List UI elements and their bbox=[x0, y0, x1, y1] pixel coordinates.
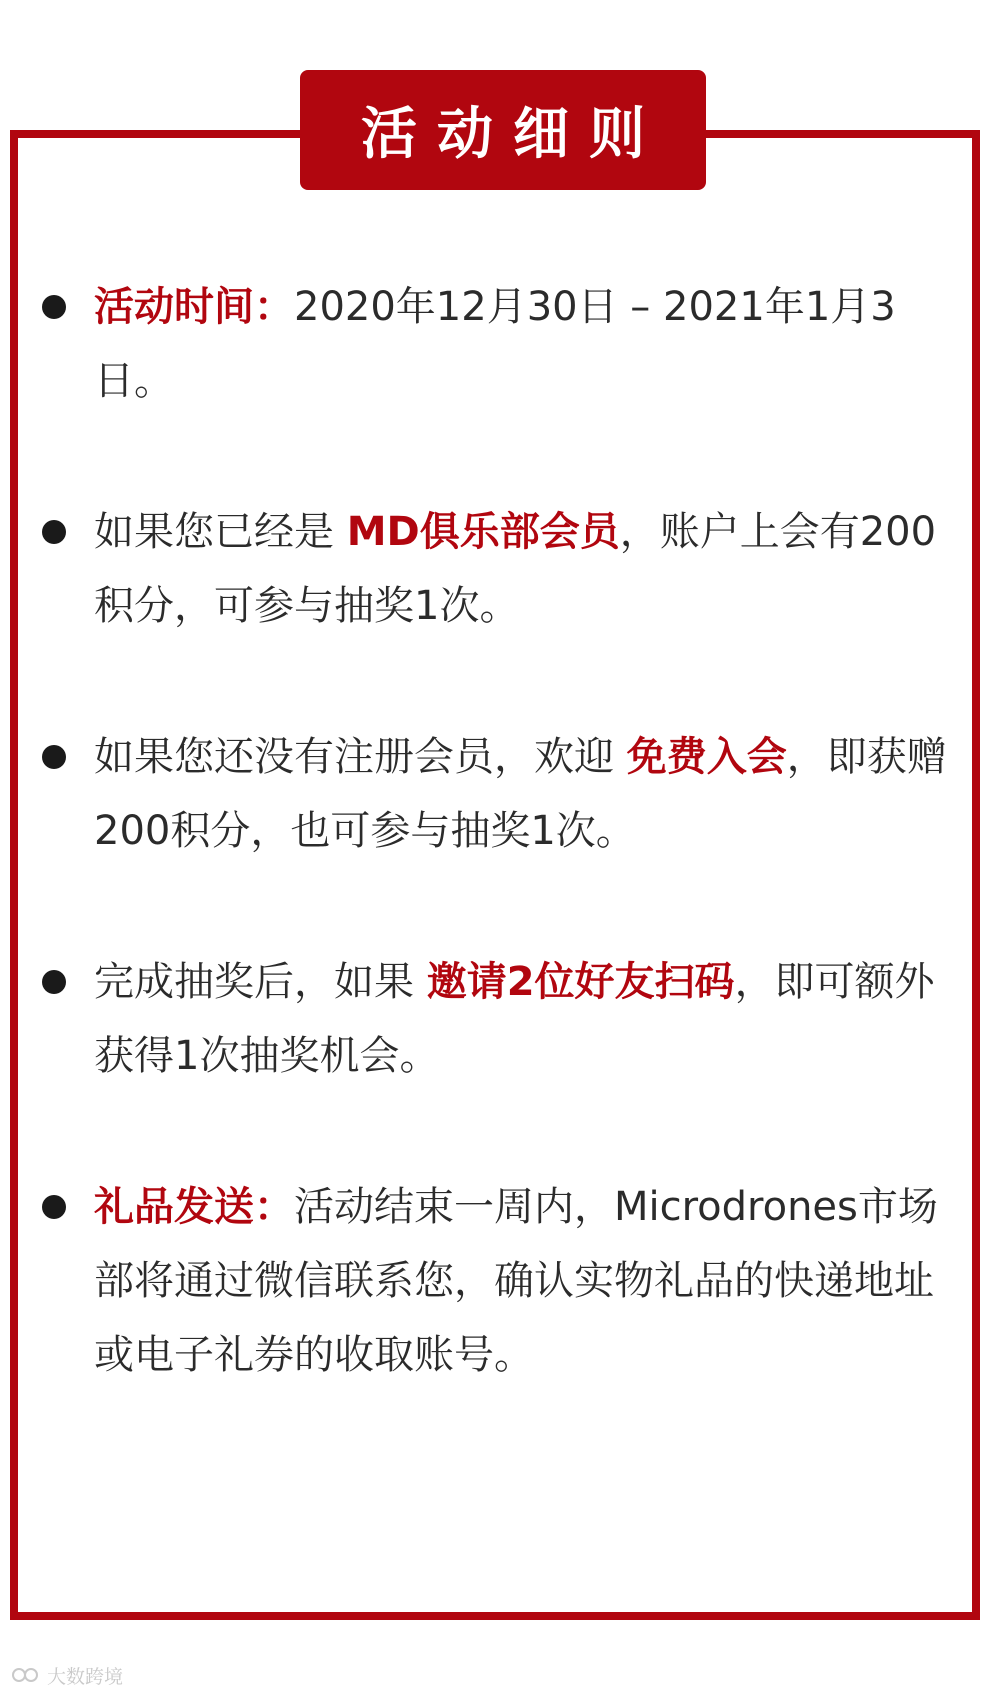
bullet-icon bbox=[42, 970, 66, 994]
rule-text-post: ，账户上会有200积分，可参与抽奖1次。 bbox=[94, 509, 937, 629]
rule-text-pre: 完成抽奖后，如果 bbox=[94, 959, 427, 1005]
rule-invite-friends bbox=[42, 945, 962, 1093]
title-banner bbox=[300, 70, 706, 190]
brand-logo-icon bbox=[12, 1667, 42, 1685]
rule-label: 活动时间： bbox=[94, 284, 294, 330]
rule-text: 2020年12月30日 – 2021年1月3日。 bbox=[94, 284, 896, 404]
watermark-text: 大数跨境 bbox=[47, 1666, 124, 1688]
watermark bbox=[12, 1662, 123, 1689]
rule-highlight: 邀请2位好友扫码 bbox=[426, 959, 735, 1005]
rule-text: 活动结束一周内，Microdrones市场部将通过微信联系您，确认实物礼品的快递地址或电子礼券的收取账号。 bbox=[94, 1184, 938, 1378]
rule-highlight: 免费入会 bbox=[626, 734, 787, 780]
rule-highlight: MD俱乐部会员 bbox=[346, 509, 620, 555]
rule-text-pre: 如果您已经是 bbox=[94, 509, 347, 555]
rule-gift-delivery bbox=[42, 1170, 962, 1392]
rule-text-post: ，即获赠200积分，也可参与抽奖1次。 bbox=[94, 734, 947, 854]
bullet-icon bbox=[42, 1195, 66, 1219]
rule-activity-time bbox=[42, 270, 962, 418]
page-title: 活动细则 bbox=[361, 102, 665, 167]
rule-existing-member bbox=[42, 495, 962, 643]
rule-text-pre: 如果您还没有注册会员，欢迎 bbox=[94, 734, 627, 780]
rule-new-member bbox=[42, 720, 962, 868]
bullet-icon bbox=[42, 520, 66, 544]
rule-label: 礼品发送： bbox=[94, 1184, 294, 1230]
bullet-icon bbox=[42, 745, 66, 769]
bullet-icon bbox=[42, 295, 66, 319]
rule-text-post: ，即可额外获得1次抽奖机会。 bbox=[94, 959, 935, 1079]
rules-list bbox=[42, 270, 962, 1392]
